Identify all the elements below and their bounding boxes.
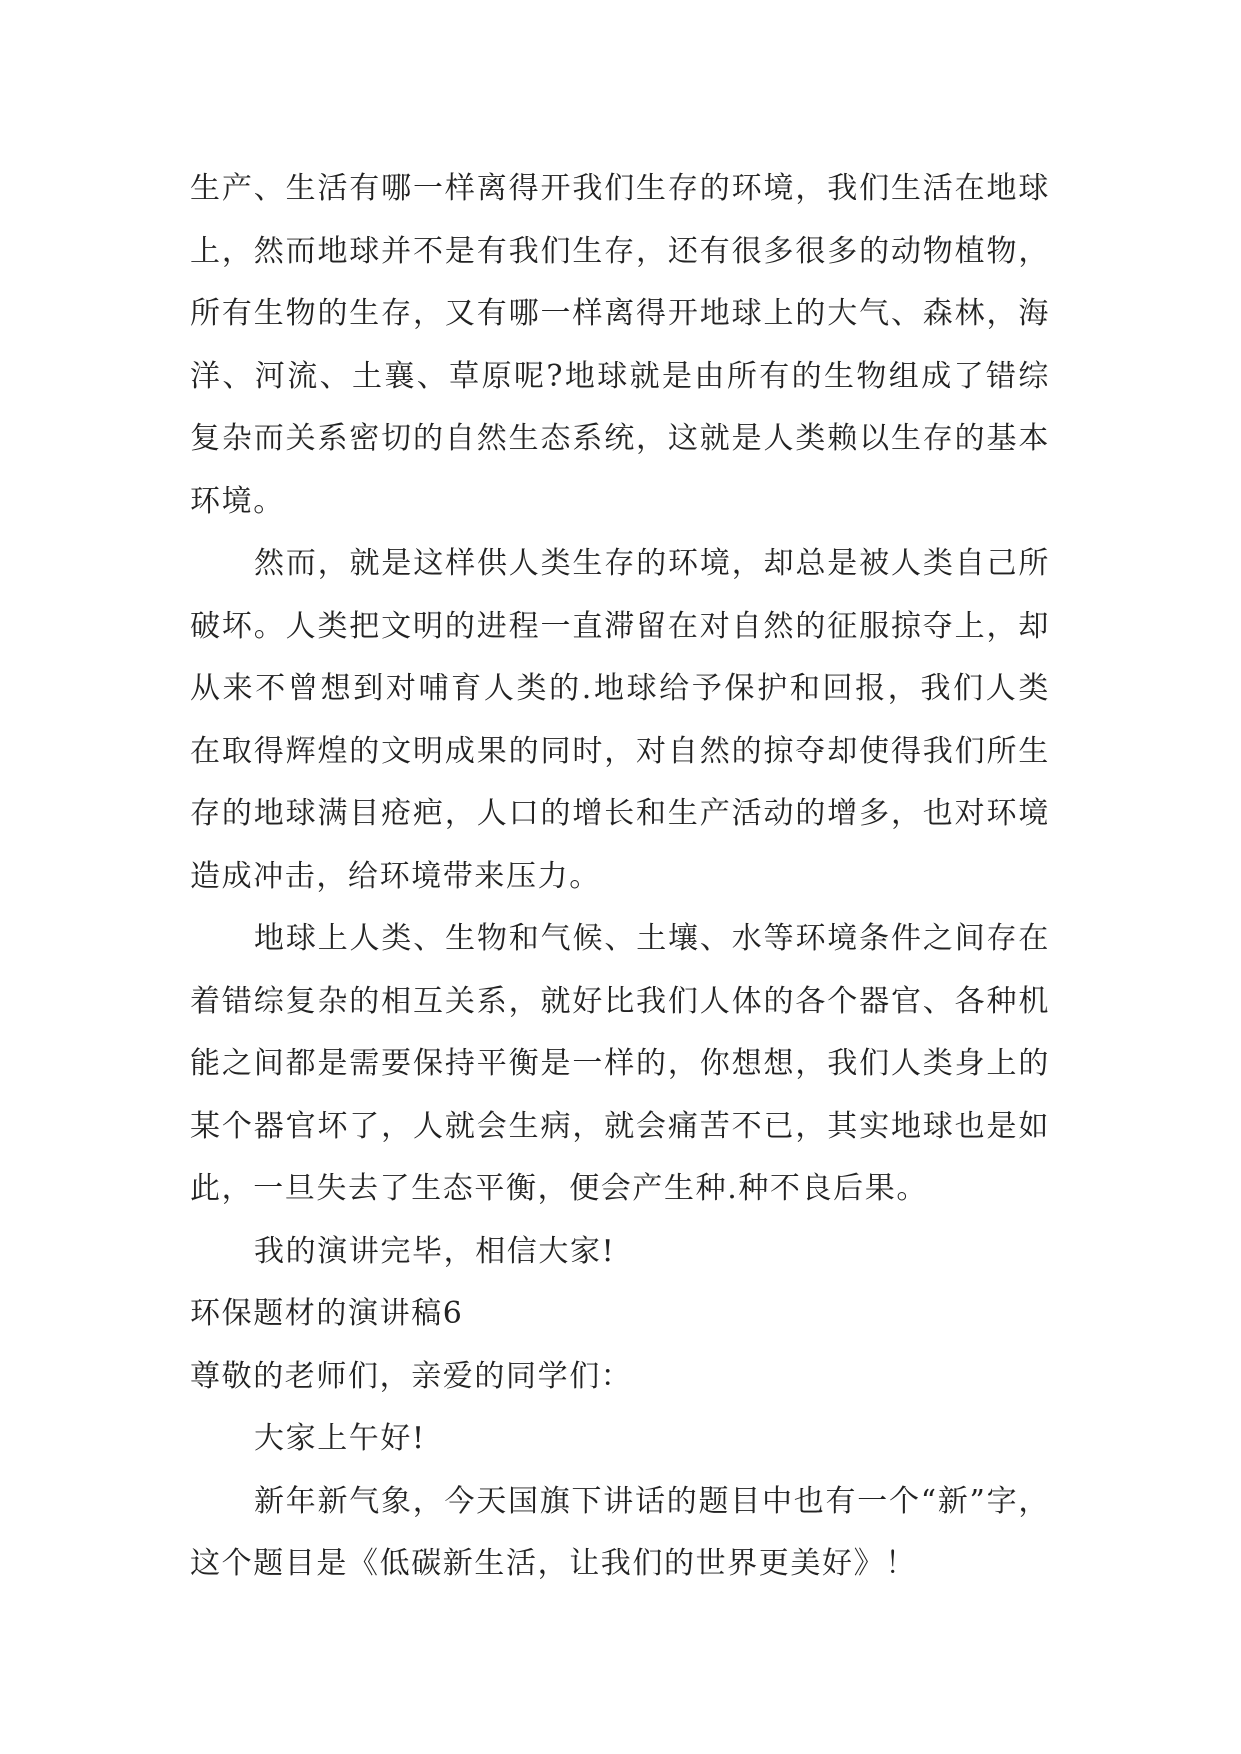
section-title: 环保题材的演讲稿6	[190, 1296, 464, 1331]
speech-closing-line: 我的演讲完毕，相信大家!	[254, 1233, 616, 1269]
document-body	[190, 158, 1050, 1596]
salutation: 尊敬的老师们，亲爱的同学们：	[190, 1358, 633, 1394]
body-paragraph-1: 生产、生活有哪一样离得开我们生存的环境，我们生活在地球上，然而地球并不是有我们生存，还有很多很多的动物植物，所有生物的生存，又有哪一样离得开地球上的大气、森林，海洋、河流、土襄、草原呢?地球就是由所有的生物组成了错综复杂而关系密切的自然生态系统，这就是人类赖以生存的基本环境。	[190, 171, 1050, 519]
body-paragraph-2: 然而，就是这样供人类生存的环境，却总是被人类自己所破坏。人类把文明的进程一直滞留在对自然的征服掠夺上，却从来不曾想到对哺育人类的.地球给予保护和回报，我们人类在取得辉煌的文明成果的同时，对自然的掠夺却使得我们所生存的地球满目疮疤，人口的增长和生产活动的增多，也对环境造成冲击，给环境带来压力。	[190, 546, 1050, 894]
greeting: 大家上午好!	[254, 1421, 426, 1456]
body-paragraph-4: 新年新气象，今天国旗下讲话的题目中也有一个“新”字，这个题目是《低碳新生活，让我们的世界更美好》！	[190, 1483, 1050, 1581]
body-paragraph-3: 地球上人类、生物和气候、土壤、水等环境条件之间存在着错综复杂的相互关系，就好比我们人体的各个器官、各种机能之间都是需要保持平衡是一样的，你想想，我们人类身上的某个器官坏了，人就会生病，就会痛苦不已，其实地球也是如此，一旦失去了生态平衡，便会产生种.种不良后果。	[190, 921, 1050, 1206]
